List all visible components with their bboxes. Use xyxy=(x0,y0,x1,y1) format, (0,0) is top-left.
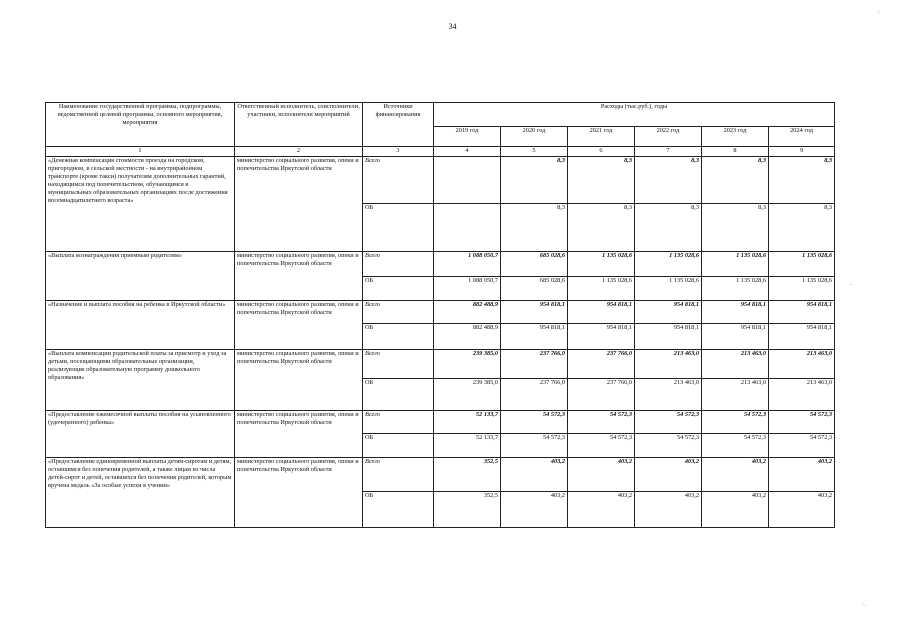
value-sub: 882 488,9 xyxy=(434,324,501,350)
value-total: 685 028,6 xyxy=(501,252,568,277)
value-sub: 403,2 xyxy=(769,492,835,528)
value-sub: 403,2 xyxy=(501,492,568,528)
value-total: 1 135 028,6 xyxy=(635,252,702,277)
value-total: 1 135 028,6 xyxy=(769,252,835,277)
value-total: 8,3 xyxy=(702,157,769,204)
source-total-label: Всего xyxy=(363,301,434,324)
header-year: 2021 год xyxy=(568,127,635,147)
scan-mark: ·: xyxy=(876,8,881,16)
source-sub-label: ОБ xyxy=(363,204,434,252)
source-sub-label: ОБ xyxy=(363,277,434,301)
column-number: 4 xyxy=(434,147,501,157)
value-total: 954 818,1 xyxy=(702,301,769,324)
value-total: 8,3 xyxy=(635,157,702,204)
header-year: 2024 год xyxy=(769,127,835,147)
table-row xyxy=(46,301,835,324)
value-sub: 239 385,0 xyxy=(434,379,501,411)
table-row xyxy=(46,252,835,277)
value-total: 237 766,0 xyxy=(501,350,568,379)
value-sub: 954 818,1 xyxy=(702,324,769,350)
value-sub: 54 572,3 xyxy=(769,434,835,458)
value-sub: 213 463,0 xyxy=(635,379,702,411)
value-total: 54 572,3 xyxy=(702,411,769,434)
value-total: 403,2 xyxy=(702,458,769,492)
value-sub: 54 572,3 xyxy=(702,434,769,458)
header-executor: Ответственный исполнитель, соисполнители, участники, исполнители мероприятий xyxy=(235,103,363,147)
column-number: 1 xyxy=(46,147,235,157)
header-year: 2022 год xyxy=(635,127,702,147)
column-number: 7 xyxy=(635,147,702,157)
value-sub: 1 135 028,6 xyxy=(635,277,702,301)
value-total: 403,2 xyxy=(568,458,635,492)
value-total: 54 572,3 xyxy=(769,411,835,434)
table-row xyxy=(46,411,835,434)
source-total-label: Всего xyxy=(363,458,434,492)
source-total-label: Всего xyxy=(363,252,434,277)
header-expenses: Расходы (тыс.руб.), годы xyxy=(434,103,835,127)
measure-name: «Выплата компенсации родительской платы за присмотр и уход за детьми, посещающими образовательные организации, реализующие образовательную программу дошкольного образования» xyxy=(46,350,235,411)
value-sub: 403,2 xyxy=(702,492,769,528)
value-total: 52 133,7 xyxy=(434,411,501,434)
value-sub: 237 766,0 xyxy=(568,379,635,411)
value-total: 954 818,1 xyxy=(501,301,568,324)
value-total: 882 488,9 xyxy=(434,301,501,324)
value-sub: 954 818,1 xyxy=(568,324,635,350)
value-sub: 52 133,7 xyxy=(434,434,501,458)
value-sub: 1 088 050,7 xyxy=(434,277,501,301)
column-number: 6 xyxy=(568,147,635,157)
table-row xyxy=(46,157,835,204)
source-sub-label: ОБ xyxy=(363,492,434,528)
measure-name: «Денежная компенсация стоимости проезда на городском, пригородном, в сельской местности - на внутрирайонном транспорте (кроме такси) получателям дополнительных гарантий, находящимся под попечительством, обучающимся в муниципальных образовательных организациях после достижения восемнадцатилетнего возраста» xyxy=(46,157,235,252)
value-total: 213 463,0 xyxy=(702,350,769,379)
measure-executor: министерство социального развития, опеки и попечительства Иркутской области xyxy=(235,411,363,458)
value-sub: 403,2 xyxy=(635,492,702,528)
table-row xyxy=(46,350,835,379)
source-total-label: Всего xyxy=(363,350,434,379)
value-total xyxy=(434,157,501,204)
value-total: 403,2 xyxy=(501,458,568,492)
measure-name: «Выплата вознаграждения приемным родителям» xyxy=(46,252,235,301)
value-sub: 403,2 xyxy=(568,492,635,528)
value-total: 54 572,3 xyxy=(501,411,568,434)
value-sub: 54 572,3 xyxy=(635,434,702,458)
value-total: 1 135 028,6 xyxy=(702,252,769,277)
value-total: 954 818,1 xyxy=(568,301,635,324)
value-total: 352,5 xyxy=(434,458,501,492)
column-number: 9 xyxy=(769,147,835,157)
source-total-label: Всего xyxy=(363,411,434,434)
value-sub: 685 028,6 xyxy=(501,277,568,301)
value-sub: 54 572,3 xyxy=(501,434,568,458)
value-total: 954 818,1 xyxy=(635,301,702,324)
value-sub: 954 818,1 xyxy=(501,324,568,350)
measure-name: «Предоставление ежемесячной выплаты пособия на усыновленного (удочеренного) ребенка» xyxy=(46,411,235,458)
measure-name: «Назначение и выплата пособия на ребенка в Иркутской области» xyxy=(46,301,235,350)
source-sub-label: ОБ xyxy=(363,324,434,350)
measure-executor: министерство социального развития, опеки и попечительства Иркутской области xyxy=(235,252,363,301)
value-total: 954 818,1 xyxy=(769,301,835,324)
header-name: Наименование государственной программы, подпрограммы, ведомственной целевой программы, основного мероприятия, мероприятия xyxy=(46,103,235,147)
value-total: 213 463,0 xyxy=(769,350,835,379)
value-total: 8,3 xyxy=(501,157,568,204)
value-sub: 1 135 028,6 xyxy=(568,277,635,301)
source-sub-label: ОБ xyxy=(363,434,434,458)
column-numbers-row xyxy=(46,147,835,157)
source-sub-label: ОБ xyxy=(363,379,434,411)
value-total: 1 135 028,6 xyxy=(568,252,635,277)
source-total-label: Всего xyxy=(363,157,434,204)
value-sub: 1 135 028,6 xyxy=(769,277,835,301)
value-total: 54 572,3 xyxy=(568,411,635,434)
header-source: Источники финансирования xyxy=(363,103,434,147)
value-sub: 237 766,0 xyxy=(501,379,568,411)
value-sub: 213 463,0 xyxy=(702,379,769,411)
expenses-table xyxy=(45,102,835,528)
header-year: 2019 год xyxy=(434,127,501,147)
value-sub: 8,3 xyxy=(568,204,635,252)
value-total: 403,2 xyxy=(769,458,835,492)
value-total: 54 572,3 xyxy=(635,411,702,434)
value-sub: 8,3 xyxy=(702,204,769,252)
measure-executor: министерство социального развития, опеки и попечительства Иркутской области xyxy=(235,458,363,528)
column-number: 8 xyxy=(702,147,769,157)
value-sub: 1 135 028,6 xyxy=(702,277,769,301)
value-sub: 352,5 xyxy=(434,492,501,528)
value-sub: 213 463,0 xyxy=(769,379,835,411)
column-number: 3 xyxy=(363,147,434,157)
value-sub: 8,3 xyxy=(769,204,835,252)
value-sub: 954 818,1 xyxy=(769,324,835,350)
value-total: 1 088 050,7 xyxy=(434,252,501,277)
table-row xyxy=(46,458,835,492)
page-number: 34 xyxy=(448,22,457,31)
measure-executor: министерство социального развития, опеки и попечительства Иркутской области xyxy=(235,350,363,411)
value-total: 239 385,0 xyxy=(434,350,501,379)
column-number: 2 xyxy=(235,147,363,157)
measure-name: «Предоставление единовременной выплаты детям-сиротам и детям, оставшимся без попечения родителей, а также лицам из числа детей-сирот и детей, оставшихся без попечения родителей, которым вручена медаль «За особые успехи в учении» xyxy=(46,458,235,528)
value-sub: 8,3 xyxy=(501,204,568,252)
value-sub: 54 572,3 xyxy=(568,434,635,458)
value-total: 403,2 xyxy=(635,458,702,492)
column-number: 5 xyxy=(501,147,568,157)
value-total: 8,3 xyxy=(568,157,635,204)
measure-executor: министерство социального развития, опеки и попечительства Иркутской области xyxy=(235,157,363,252)
scan-mark: ·. xyxy=(862,600,867,608)
header-year: 2020 год xyxy=(501,127,568,147)
value-sub: 8,3 xyxy=(635,204,702,252)
scan-mark: - xyxy=(850,280,853,288)
value-total: 237 766,0 xyxy=(568,350,635,379)
value-sub xyxy=(434,204,501,252)
measure-executor: министерство социального развития, опеки и попечительства Иркутской области xyxy=(235,301,363,350)
value-total: 8,3 xyxy=(769,157,835,204)
value-total: 213 463,0 xyxy=(635,350,702,379)
header-year: 2023 год xyxy=(702,127,769,147)
value-sub: 954 818,1 xyxy=(635,324,702,350)
